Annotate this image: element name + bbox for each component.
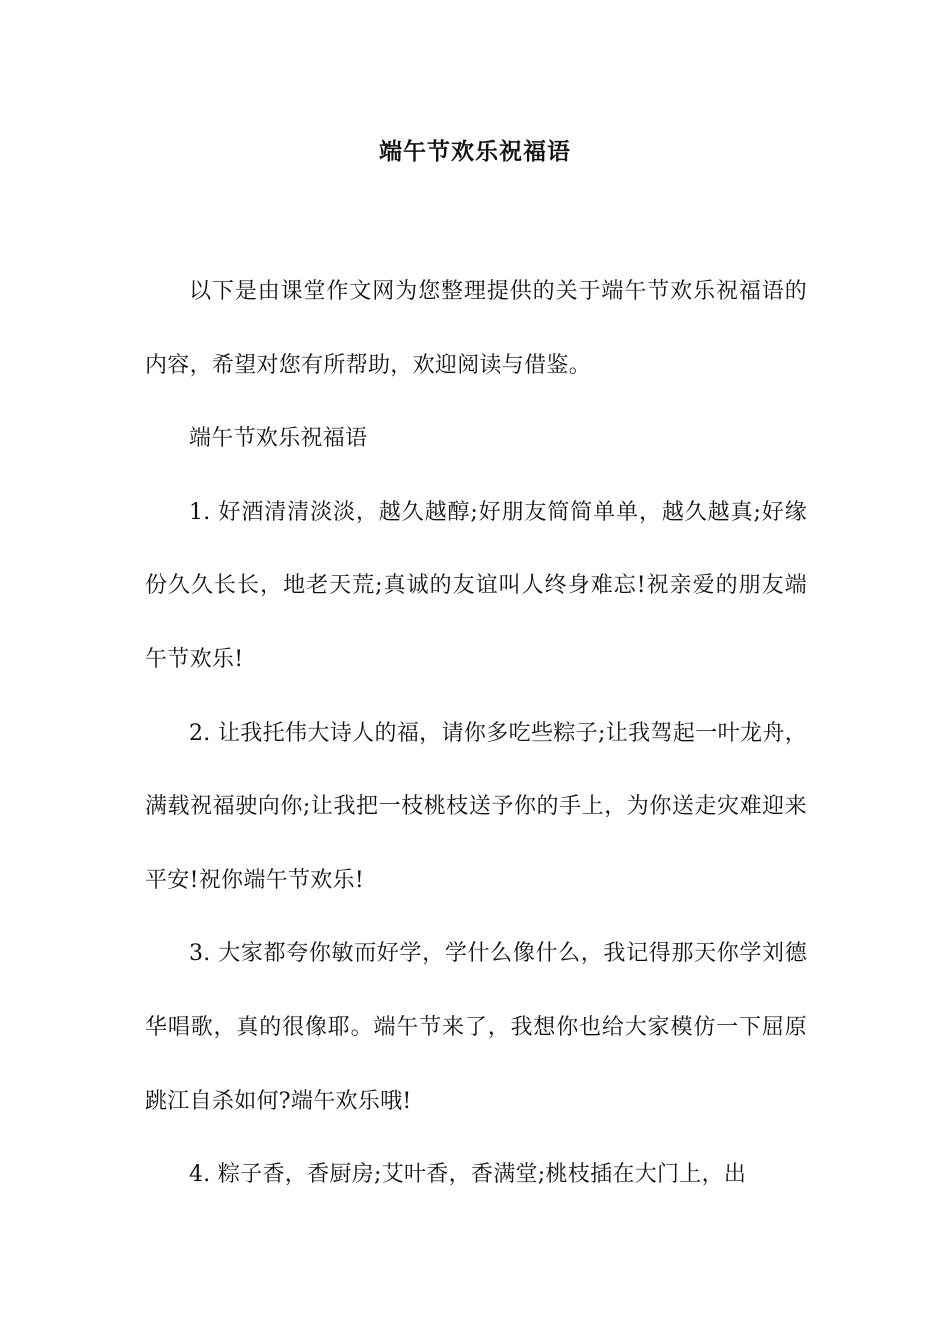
greeting-paragraph-4: 4. 粽子香，香厨房;艾叶香，香满堂;桃枝插在大门上，出 xyxy=(189,1162,747,1188)
document-title: 端午节欢乐祝福语 xyxy=(379,138,571,165)
greeting-paragraph-1: 1. 好酒清清淡淡，越久越醇;好朋友简简单单，越久越真;好缘份久久长长，地老天荒;真诚的友谊叫人终身难忘!祝亲爱的朋友端午节欢乐! xyxy=(145,499,807,672)
intro-paragraph: 以下是由课堂作文网为您整理提供的关于端午节欢乐祝福语的内容，希望对您有所帮助，欢迎阅读与借鉴。 xyxy=(145,279,807,378)
document-body xyxy=(145,255,807,1212)
greeting-paragraph-3: 3. 大家都夸你敏而好学，学什么像什么，我记得那天你学刘德华唱歌，真的很像耶。端午节来了，我想你也给大家模仿一下屈原跳江自杀如何?端午欢乐哦! xyxy=(145,941,807,1114)
greeting-paragraph-2: 2. 让我托伟大诗人的福，请你多吃些粽子;让我驾起一叶龙舟，满载祝福驶向你;让我把一枝桃枝送予你的手上，为你送走灾难迎来平安!祝你端午节欢乐! xyxy=(145,720,807,893)
section-heading: 端午节欢乐祝福语 xyxy=(189,426,368,452)
